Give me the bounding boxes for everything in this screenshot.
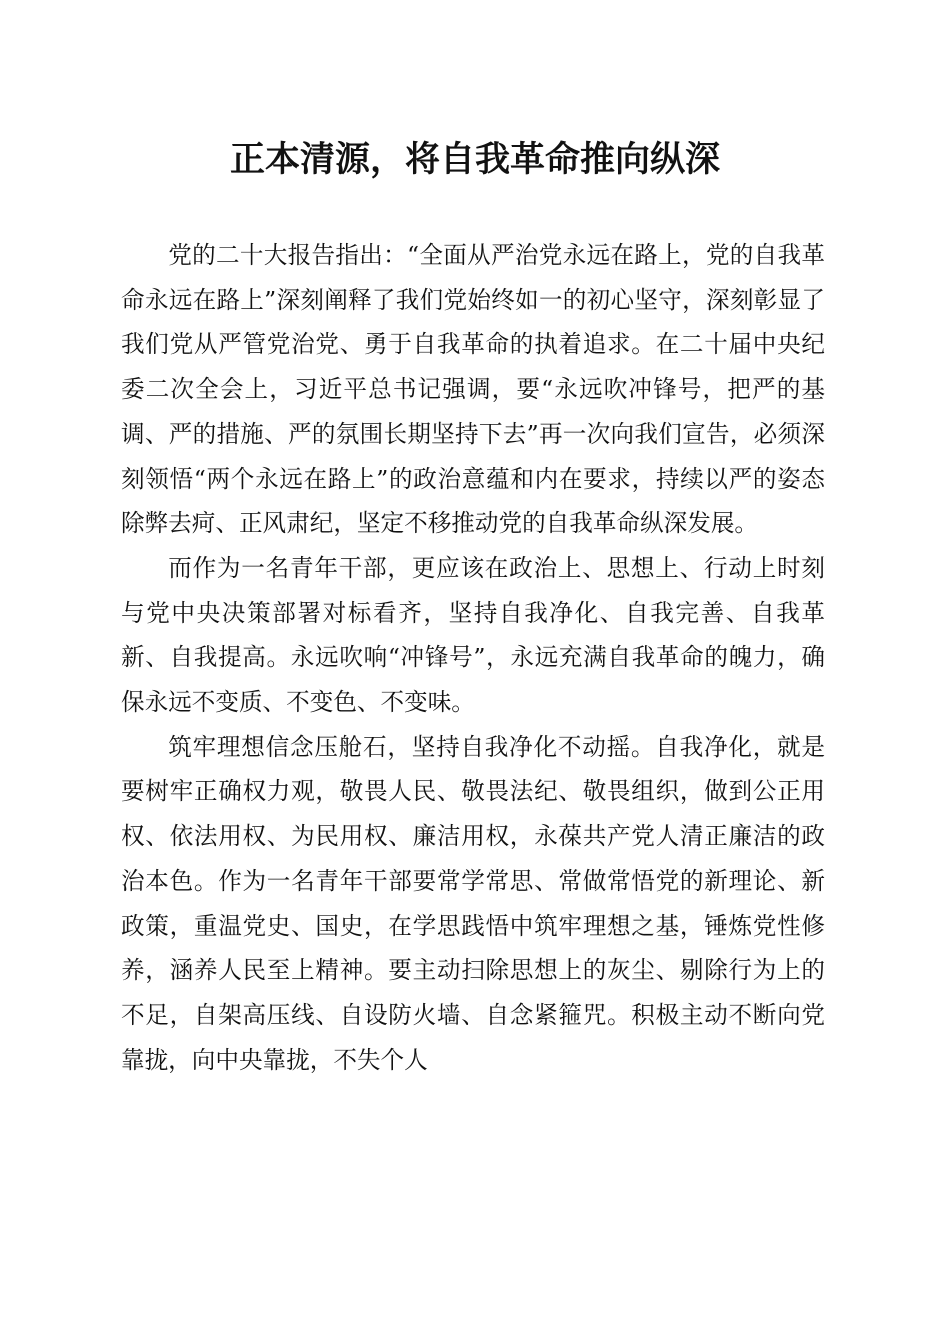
- paragraph-3: 筑牢理想信念压舱石，坚持自我净化不动摇。自我净化，就是要树牢正确权力观，敬畏人民、敬畏法纪、敬畏组织，做到公正用权、依法用权、为民用权、廉洁用权，永葆共产党人清正廉洁的政治本色。作为一名青年干部要常学常思、常做常悟党的新理论、新政策，重温党史、国史，在学思践悟中筑牢理想之基，锤炼党性修养，涵养人民至上精神。要主动扫除思想上的灰尘、剔除行为上的不足，自架高压线、自设防火墙、自念紧箍咒。积极主动不断向党靠拢，向中央靠拢，不失个人: [121, 732, 825, 1074]
- document-title: 正本清源，将自我革命推向纵深: [229, 139, 720, 180]
- paragraph-1: 党的二十大报告指出：“全面从严治党永远在路上，党的自我革命永远在路上”深刻阐释了我们党始终如一的初心坚守，深刻彰显了我们党从严管党治党、勇于自我革命的执着追求。在二十届中央纪委二次全会上，习近平总书记强调，要“永远吹冲锋号，把严的基调、严的措施、严的氛围长期坚持下去”再一次向我们宣告，必须深刻领悟“两个永远在路上”的政治意蕴和内在要求，持续以严的姿态除弊去疴、正风肃纪，坚定不移推动党的自我革命纵深发展。: [121, 241, 825, 538]
- paragraph-2: 而作为一名青年干部，更应该在政治上、思想上、行动上时刻与党中央决策部署对标看齐，坚持自我净化、自我完善、自我革新、自我提高。永远吹响“冲锋号”，永远充满自我革命的魄力，确保永远不变质、不变色、不变味。: [121, 553, 825, 717]
- document-body: [121, 233, 825, 1082]
